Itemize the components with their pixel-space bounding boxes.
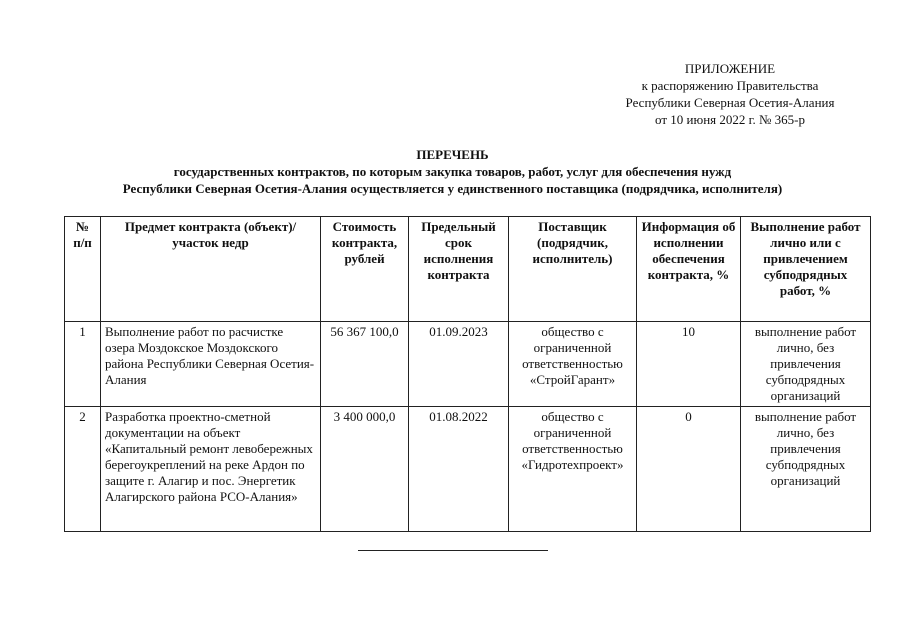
header-deadline: Предельный срок исполнения контракта — [409, 217, 509, 322]
appendix-line: к распоряжению Правительства — [641, 78, 819, 93]
table-row — [65, 322, 871, 407]
cell-cost: 56 367 100,0 — [321, 322, 409, 407]
cell-num: 1 — [65, 322, 101, 407]
appendix-title: ПРИЛОЖЕНИЕ — [684, 61, 776, 76]
cell-num: 2 — [65, 407, 101, 532]
closing-rule — [358, 550, 548, 551]
header-cost: Стоимость контракта, рублей — [321, 217, 409, 322]
cell-supplier: общество с ограниченной ответственностью «Гидротехпроект» — [509, 407, 637, 532]
appendix-line: Республики Северная Осетия-Алания — [625, 95, 835, 110]
cell-security: 10 — [637, 322, 741, 407]
cell-deadline: 01.09.2023 — [409, 322, 509, 407]
appendix-date: от 10 июня 2022 г. № 365-р — [655, 112, 805, 127]
document-heading — [40, 146, 865, 197]
cell-deadline: 01.08.2022 — [409, 407, 509, 532]
cell-execution: выполнение работ лично, без привлечения субподрядных организаций — [741, 322, 871, 407]
table-header-row — [65, 217, 871, 322]
header-execution: Выполнение работ лично или с привлечением субподрядных работ, % — [741, 217, 871, 322]
cell-subject: Выполнение работ по расчистке озера Моздокское Моздокского района Республики Северная Осетия-Алания — [101, 322, 321, 407]
header-supplier: Поставщик (подрядчик, исполнитель) — [509, 217, 637, 322]
cell-execution: выполнение работ лично, без привлечения субподрядных организаций — [741, 407, 871, 532]
cell-security: 0 — [637, 407, 741, 532]
header-subject: Предмет контракта (объект)/участок недр — [101, 217, 321, 322]
cell-supplier: общество с ограниченной ответственностью «СтройГарант» — [509, 322, 637, 407]
document-subtitle: государственных контрактов, по которым закупка товаров, работ, услуг для обеспечения нужд — [173, 164, 732, 179]
cell-subject: Разработка проектно-сметной документации на объект «Капитальный ремонт левобережных берегоукреплений на реке Ардон по защите г. Алагир и пос. Энергетик Алагирского района РСО-Алания» — [101, 407, 321, 532]
cell-cost: 3 400 000,0 — [321, 407, 409, 532]
header-security: Информация об исполнении обеспечения контракта, % — [637, 217, 741, 322]
document-title: ПЕРЕЧЕНЬ — [416, 147, 489, 162]
contracts-table — [64, 216, 871, 532]
appendix-block — [600, 60, 860, 128]
document-subtitle: Республики Северная Осетия-Алания осуществляется у единственного поставщика (подрядчика, исполнителя) — [122, 181, 783, 196]
header-num: № п/п — [65, 217, 101, 322]
table-row — [65, 407, 871, 532]
